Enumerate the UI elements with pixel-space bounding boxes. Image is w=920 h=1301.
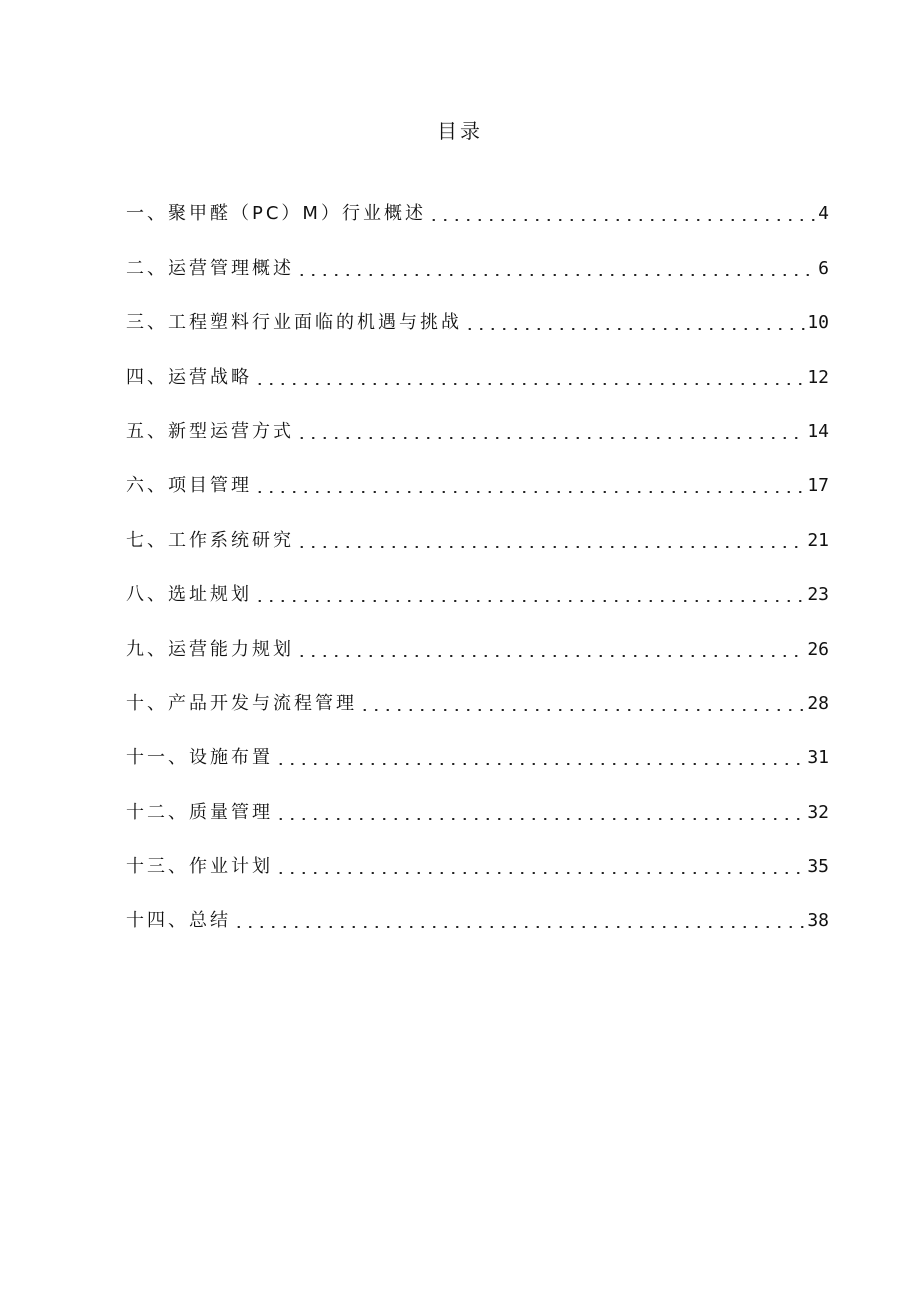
toc-page-number: 4 <box>818 203 829 225</box>
dot-leader <box>296 546 805 548</box>
toc-entry-title: 八、选址规划 <box>126 584 252 606</box>
toc-page-number: 38 <box>807 910 829 932</box>
toc-entry-title: 一、聚甲醛（PC）M）行业概述 <box>126 203 426 225</box>
toc-page-number: 26 <box>807 638 829 660</box>
toc-entry-title: 四、运营战略 <box>126 366 252 388</box>
toc-entry[interactable] <box>126 176 829 230</box>
toc-page-number: 32 <box>807 801 829 823</box>
toc-page-number: 23 <box>807 584 829 606</box>
toc-page-number: 6 <box>818 257 829 279</box>
dot-leader <box>296 437 805 439</box>
toc-entry[interactable] <box>126 774 829 828</box>
dot-leader <box>359 709 805 711</box>
toc-entry-title: 六、项目管理 <box>126 475 252 497</box>
toc-entry[interactable] <box>126 829 829 883</box>
toc-entry[interactable] <box>126 285 829 339</box>
toc-entry-title: 五、新型运营方式 <box>126 420 294 442</box>
toc-page-number: 14 <box>807 420 829 442</box>
toc-entry[interactable] <box>126 720 829 774</box>
toc-entry[interactable] <box>126 502 829 556</box>
toc-entry[interactable] <box>126 230 829 284</box>
toc-entry[interactable] <box>126 883 829 937</box>
dot-leader <box>296 274 816 276</box>
toc-page-number: 21 <box>807 529 829 551</box>
toc-entry[interactable] <box>126 448 829 502</box>
toc-page-number: 17 <box>807 475 829 497</box>
toc-entry-title: 九、运营能力规划 <box>126 638 294 660</box>
dot-leader <box>275 818 805 820</box>
toc-entry[interactable] <box>126 666 829 720</box>
toc-entry-title: 三、工程塑料行业面临的机遇与挑战 <box>126 312 462 334</box>
dot-leader <box>275 872 805 874</box>
dot-leader <box>275 763 805 765</box>
dot-leader <box>254 383 805 385</box>
toc-page-number: 28 <box>807 692 829 714</box>
dot-leader <box>233 926 805 928</box>
toc-entry[interactable] <box>126 557 829 611</box>
toc-entry[interactable] <box>126 339 829 393</box>
toc-title: 目录 <box>437 119 483 143</box>
dot-leader <box>428 219 816 221</box>
dot-leader <box>464 328 805 330</box>
toc-entry-title: 二、运营管理概述 <box>126 257 294 279</box>
toc-entry-title: 十四、总结 <box>126 910 231 932</box>
dot-leader <box>254 600 805 602</box>
toc-page-number: 31 <box>807 747 829 769</box>
toc-entry-title: 十一、设施布置 <box>126 747 273 769</box>
toc-entry-title: 十二、质量管理 <box>126 801 273 823</box>
toc-page-number: 10 <box>807 312 829 334</box>
dot-leader <box>254 491 805 493</box>
toc-entry-title: 十、产品开发与流程管理 <box>126 692 357 714</box>
toc-entry-title: 七、工作系统研究 <box>126 529 294 551</box>
toc-page-number: 35 <box>807 856 829 878</box>
toc-entry-title: 十三、作业计划 <box>126 856 273 878</box>
toc-list <box>126 176 829 937</box>
toc-entry[interactable] <box>126 611 829 665</box>
dot-leader <box>296 655 805 657</box>
toc-page-number: 12 <box>807 366 829 388</box>
toc-entry[interactable] <box>126 394 829 448</box>
